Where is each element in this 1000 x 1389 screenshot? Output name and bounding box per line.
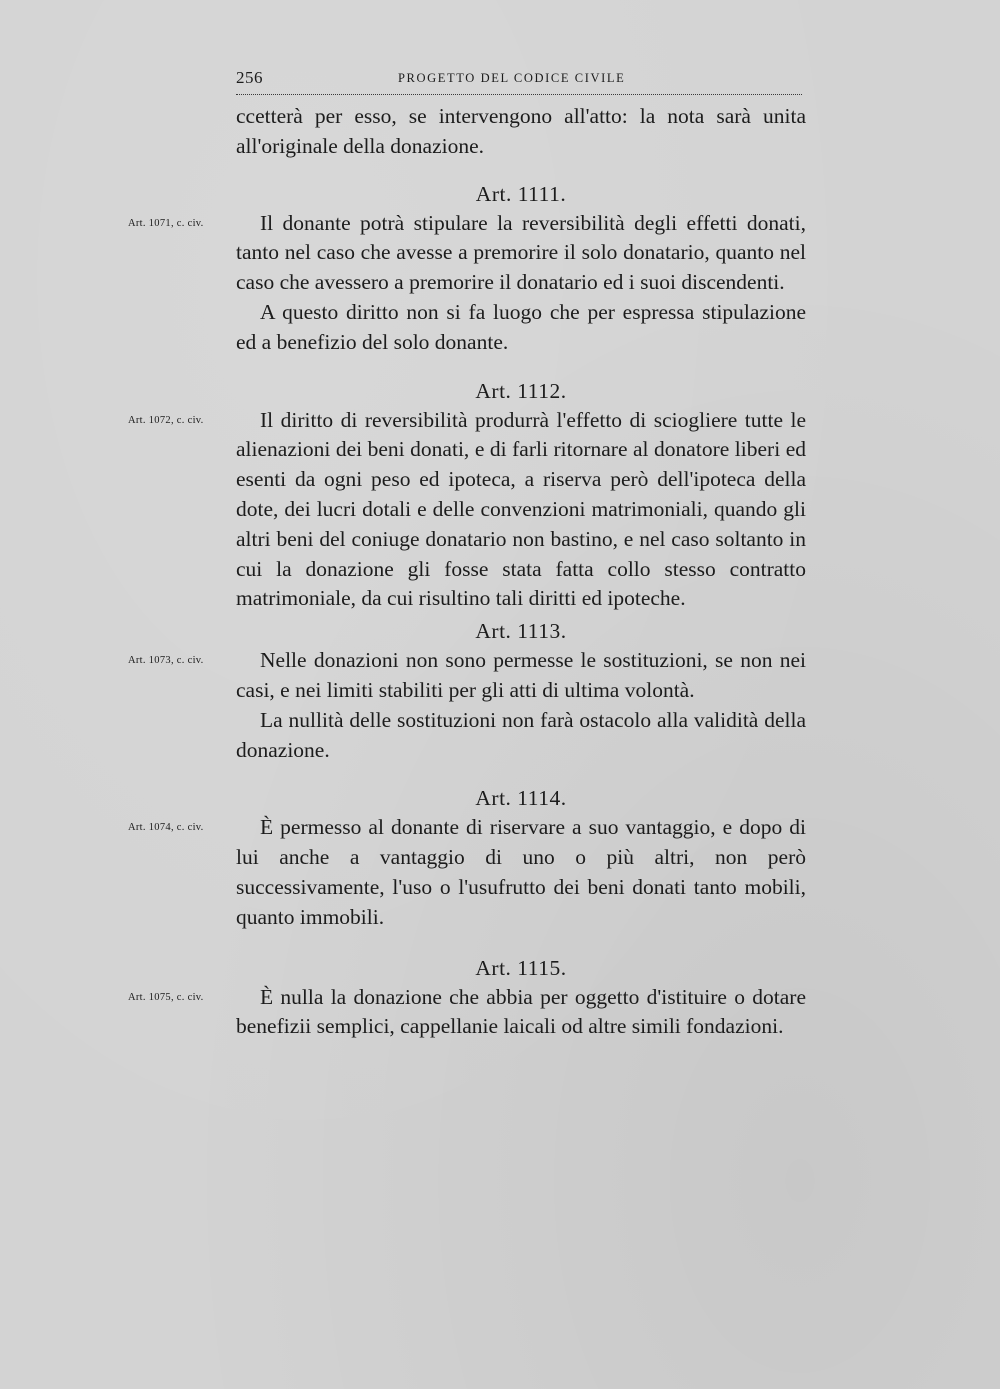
running-title: PROGETTO DEL CODICE CIVILE (398, 71, 626, 85)
article-heading: Art. 1111. (475, 181, 567, 206)
page-number: 256 (236, 68, 263, 87)
article-paragraph: È nulla la donazione che abbia per oggetto d'istituire o dotare benefizii semplici, cappellanie laicali od altre simili fondazioni. (236, 984, 806, 1039)
margin-note: Art. 1073, c. civ. (128, 655, 204, 667)
article-paragraph: Il diritto di reversibilità produrrà l'effetto di sciogliere tutte le alienazioni dei beni donati, e di farli ritornare al donatore liberi ed esenti da ogni peso ed ipoteca, a riserva però dell'ipoteca della dote, dei lucri dotali e delle convenzioni matrimoniali, quando gli altri beni del coniuge donatario non bastino, e nel caso soltanto in cui la donazione gli fosse stata fatta collo stesso contratto matrimoniale, da cui risultino tali diritti ed ipoteche. (236, 407, 806, 611)
article-paragraph: Nelle donazioni non sono permesse le sostituzioni, se non nei casi, e nei limiti stabiliti per gli atti di ultima volontà. (236, 648, 806, 702)
article-heading: Art. 1113. (475, 619, 567, 644)
margin-note: Art. 1075, c. civ. (128, 991, 204, 1003)
margin-note: Art. 1074, c. civ. (128, 822, 204, 834)
article-paragraph: Il donante potrà stipulare la reversibilità degli effetti donati, tanto nel caso che avesse a premorire il solo donatario, quanto nel caso che avessero a premorire il donatario ed i suoi discendenti. (236, 210, 806, 295)
article-paragraph: È permesso al donante di riservare a suo vantaggio, e dopo di lui anche a vantaggio di uno o più altri, non però successivamente, l'uso o l'usufrutto dei beni donati tanto mobili, quanto immobili. (236, 815, 806, 929)
margin-note: Art. 1071, c. civ. (128, 217, 204, 229)
article-paragraph: La nullità delle sostituzioni non farà ostacolo alla validità della donazione. (236, 707, 806, 762)
page-header (236, 68, 802, 92)
continuation-paragraph: ccetterà per esso, se intervengono all'atto: la nota sarà unita all'originale della donazione. (236, 104, 806, 158)
article-1113 (128, 616, 806, 765)
article-heading: Art. 1115. (475, 955, 567, 980)
article-1112 (128, 376, 806, 615)
margin-note: Art. 1072, c. civ. (128, 414, 204, 426)
article-1115 (128, 953, 806, 1043)
article-heading: Art. 1112. (475, 378, 567, 403)
article-1114 (128, 783, 806, 932)
body-text (128, 102, 806, 1042)
article-paragraph: A questo diritto non si fa luogo che per espressa stipulazione ed a benefizio del solo donante. (236, 299, 806, 354)
article-1111 (128, 179, 806, 358)
article-heading: Art. 1114. (475, 786, 567, 811)
header-rule (236, 94, 802, 95)
